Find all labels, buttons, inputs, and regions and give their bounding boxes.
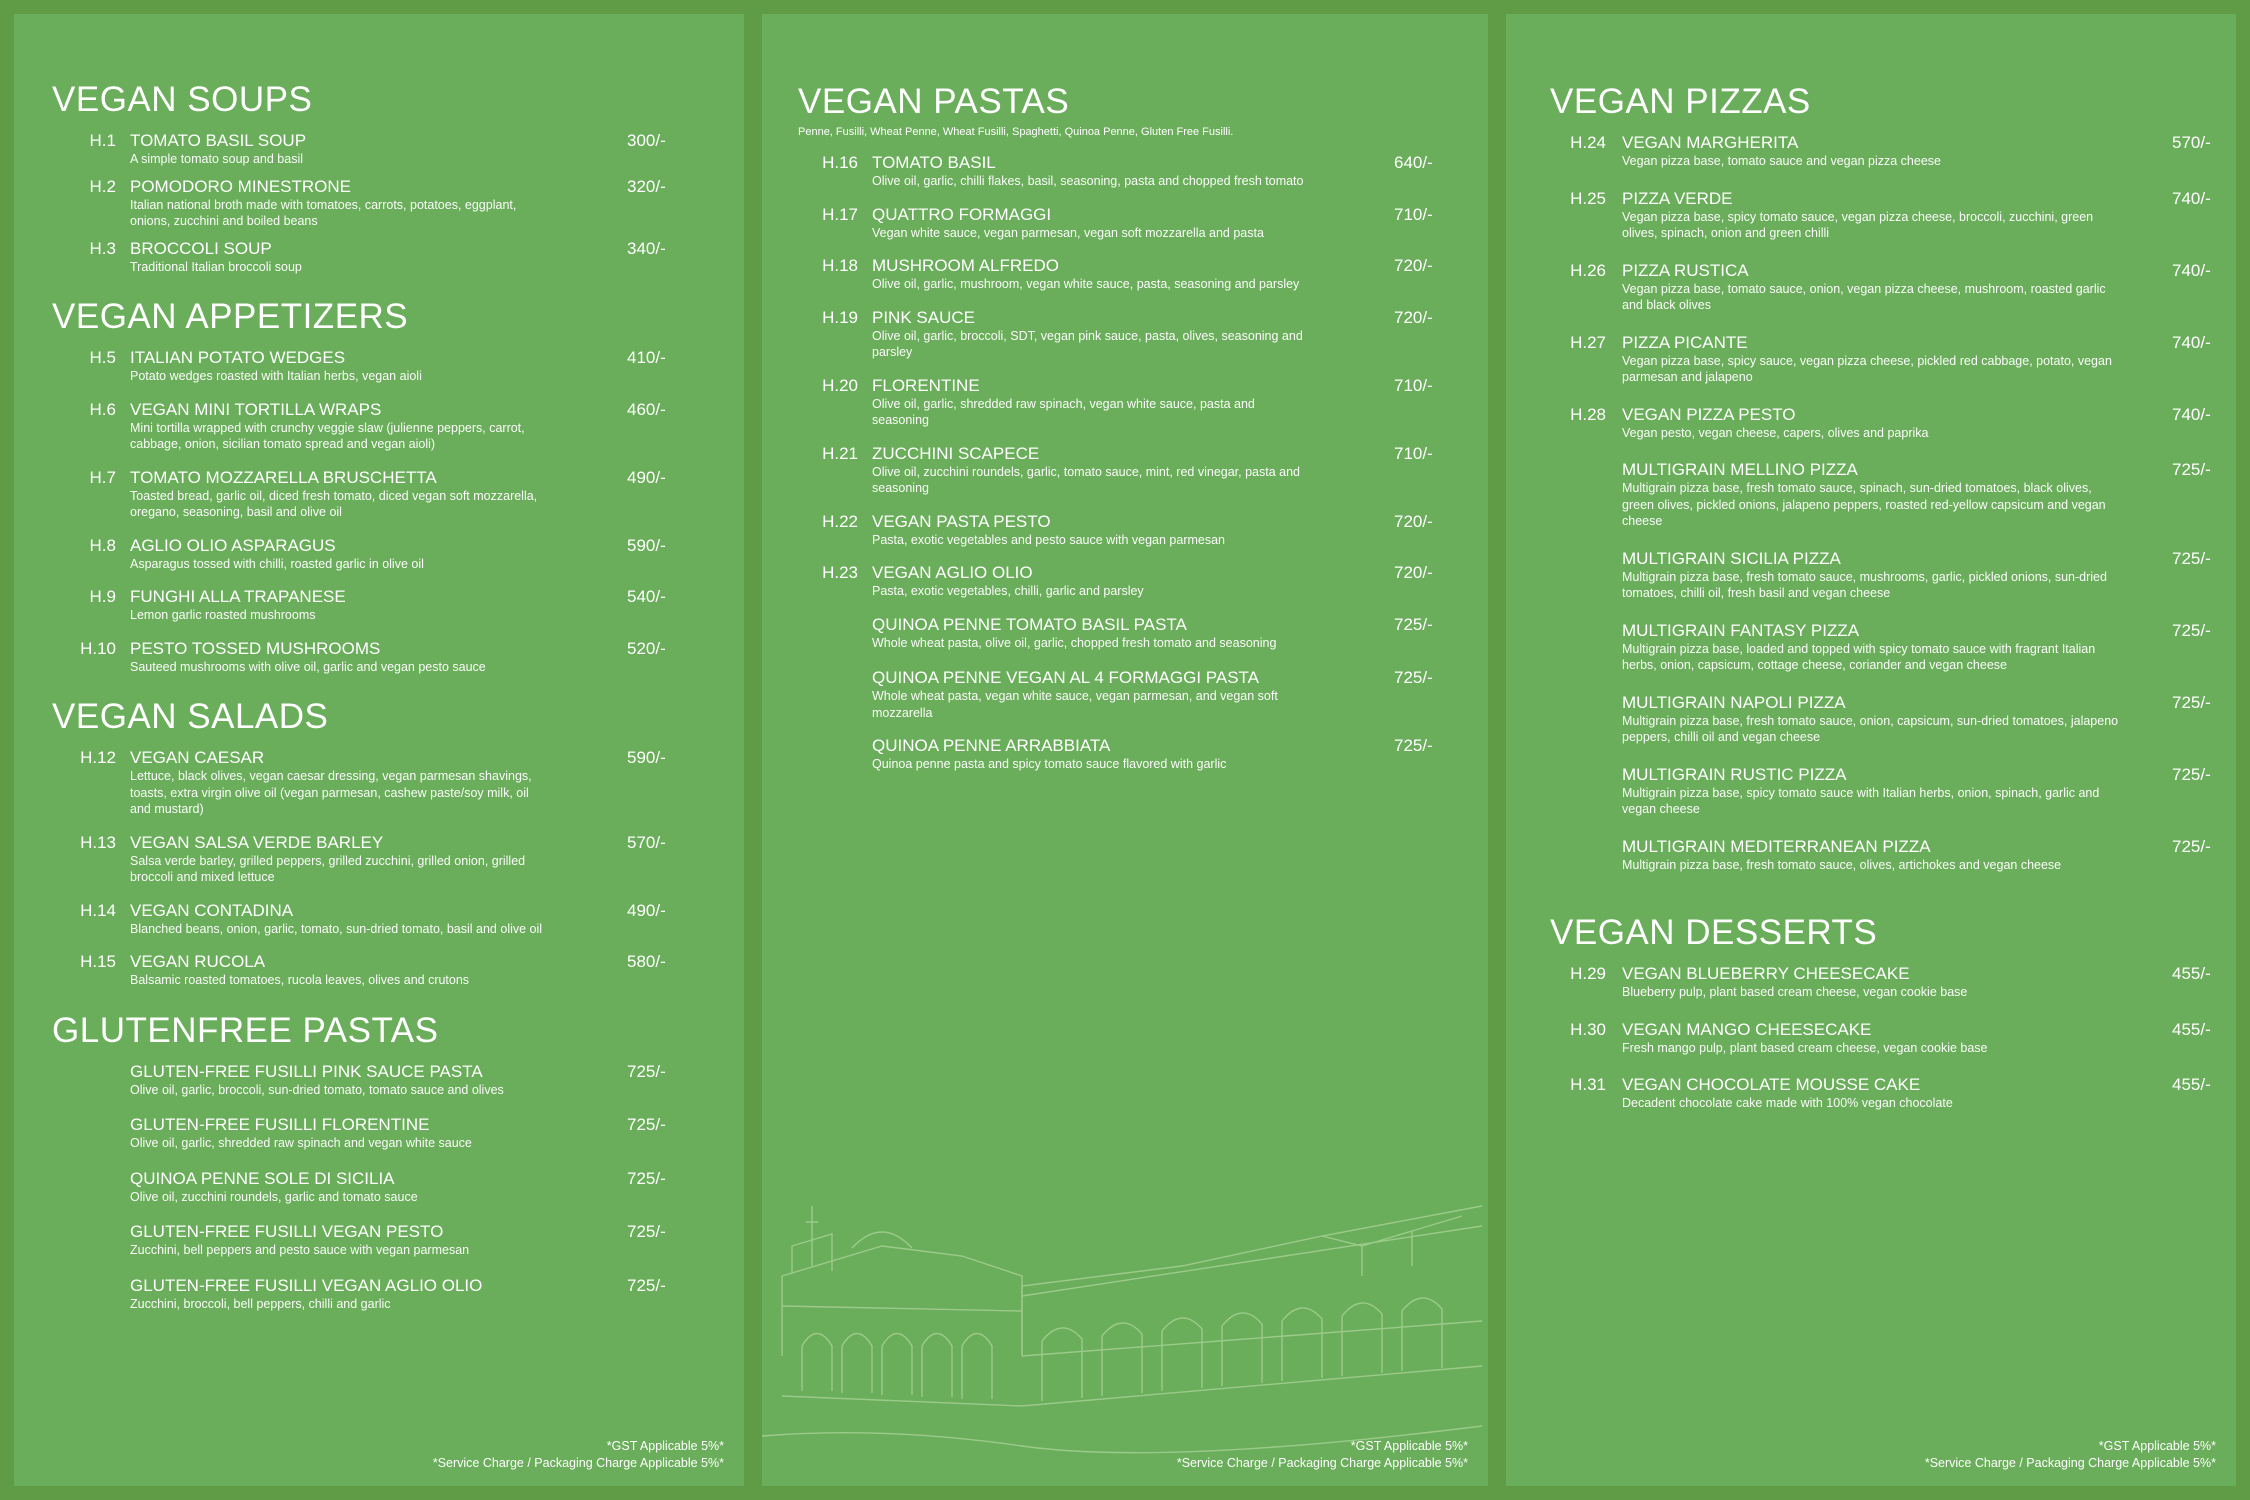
item-code: H.20 [822,375,858,395]
menu-item[interactable] [52,130,692,168]
menu-item[interactable] [52,1221,692,1259]
item-body [1622,548,2122,602]
item-description: A simple tomato soup and basil [130,152,304,166]
menu-panel-middle [762,14,1488,1486]
item-name: MULTIGRAIN RUSTIC PIZZA [1622,764,1847,784]
item-body [1622,132,2122,170]
item-price: 490/- [627,467,666,487]
menu-item[interactable] [1550,620,2210,674]
item-price: 725/- [2172,764,2211,784]
item-body [1622,1074,2122,1112]
item-code: H.1 [89,131,116,150]
menu-item[interactable] [798,152,1448,190]
item-name: BROCCOLI SOUP [130,238,272,258]
item-name: MULTIGRAIN MELLINO PIZZA [1622,460,1858,479]
item-name: PIZZA VERDE [1622,188,1733,208]
menu-item[interactable] [52,176,692,230]
section-note: Penne, Fusilli, Wheat Penne, Wheat Fusilli, Spaghetti, Quinoa Penne, Gluten Free Fusilli. [798,126,1234,138]
item-price: 725/- [2172,836,2211,856]
menu-item[interactable] [52,467,692,521]
item-price: 710/- [1394,443,1433,463]
item-code: H.6 [89,399,116,419]
item-name: POMODORO MINESTRONE [130,176,352,196]
item-price: 725/- [1394,736,1433,755]
item-price: 710/- [1394,375,1433,395]
menu-item[interactable] [1550,764,2210,818]
menu-section [1550,913,2210,1112]
item-price: 720/- [1394,256,1433,275]
item-description: Multigrain pizza base, spicy tomato sauce with Italian herbs, onion, spinach, garlic and vegan cheese [1622,785,2100,816]
footer-note [1177,1438,1468,1472]
item-name: GLUTEN-FREE FUSILLI PINK SAUCE PASTA [130,1061,483,1081]
item-body [130,176,550,230]
item-price: 725/- [2172,548,2211,568]
item-code: H.28 [1570,404,1606,424]
item-body [872,562,1312,600]
item-code: H.12 [80,748,116,767]
item-description: Vegan white sauce, vegan parmesan, vegan soft mozzarella and pasta [872,225,1264,240]
menu-item[interactable] [52,1275,692,1313]
item-price: 580/- [627,952,666,971]
menu-item[interactable] [52,638,692,676]
menu-item[interactable] [798,204,1448,242]
menu-item[interactable] [1550,404,2210,442]
item-price: 570/- [2172,133,2211,152]
menu-item[interactable] [798,667,1448,721]
item-description: Pasta, exotic vegetables, chilli, garlic and parsley [872,584,1144,598]
item-body [872,255,1312,293]
section-title: VEGAN DESSERTS [1550,913,1878,952]
item-description: Blanched beans, onion, garlic, tomato, sun-dried tomato, basil and olive oil [130,921,543,936]
item-body [130,1275,550,1313]
section-title: VEGAN APPETIZERS [52,297,409,336]
item-name: QUINOA PENNE TOMATO BASIL PASTA [872,614,1187,634]
item-body [1622,332,2122,386]
menu-item[interactable] [52,951,692,989]
menu-item[interactable] [1550,836,2210,874]
item-description: Multigrain pizza base, fresh tomato sauce, spinach, sun-dried tomatoes, black olives, green olives, pickled onions, jalapeno peppers, roasted red-yellow capsicum and vegan cheese [1622,481,2106,528]
item-name: ZUCCHINI SCAPECE [872,443,1040,463]
item-code: H.19 [822,307,858,327]
item-body [872,204,1312,242]
menu-section [52,80,692,275]
item-name: QUATTRO FORMAGGI [872,204,1052,224]
item-code: H.21 [822,443,858,463]
item-body [130,1168,550,1206]
item-code: H.17 [822,204,858,224]
item-code: H.18 [822,256,858,275]
item-name: VEGAN MANGO CHEESECAKE [1622,1019,1872,1039]
menu-item[interactable] [798,443,1448,497]
item-code: H.27 [1570,332,1606,352]
item-name: VEGAN CHOCOLATE MOUSSE CAKE [1622,1075,1921,1094]
menu-panel-left [14,14,744,1486]
item-body [130,347,550,385]
item-description: Olive oil, garlic, broccoli, SDT, vegan pink sauce, pasta, olives, seasoning and parsley [872,328,1303,359]
item-name: QUINOA PENNE ARRABBIATA [872,736,1111,755]
item-description: Olive oil, garlic, broccoli, sun-dried tomato, tomato sauce and olives [130,1082,504,1097]
item-price: 590/- [627,748,666,767]
item-body [130,586,550,624]
item-description: Multigrain pizza base, fresh tomato sauce, mushrooms, garlic, pickled onions, sun-dried tomatoes, chilli oil, fresh basil and vegan cheese [1622,569,2107,600]
item-price: 725/- [627,1061,666,1081]
menu-item[interactable] [52,535,692,573]
item-code: H.26 [1570,260,1606,280]
item-description: Vegan pizza base, spicy tomato sauce, vegan pizza cheese, broccoli, zucchini, green olives, spinach, onion and green chilli [1622,209,2094,240]
item-name: VEGAN CONTADINA [130,900,294,920]
footer-note [1925,1438,2216,1472]
service-charge-note: *Service Charge / Packaging Charge Applicable 5%* [1924,1456,2216,1470]
menu-item[interactable] [52,832,692,886]
item-body [1622,620,2122,674]
item-body [1622,963,2122,1001]
item-code: H.10 [80,638,116,658]
menu-item[interactable] [1550,692,2210,746]
item-body [872,735,1312,773]
item-body [130,900,550,938]
item-price: 725/- [2172,620,2211,640]
menu-section [52,1011,692,1313]
item-description: Decadent chocolate cake made with 100% vegan chocolate [1622,1096,1953,1110]
item-name: MULTIGRAIN MEDITERRANEAN PIZZA [1622,836,1931,856]
item-description: Olive oil, garlic, mushroom, vegan white sauce, pasta, seasoning and parsley [872,277,1300,291]
item-code: H.25 [1570,188,1606,208]
item-description: Olive oil, zucchini roundels, garlic and tomato sauce [130,1189,418,1204]
menu-section [1550,82,2210,873]
item-name: VEGAN CAESAR [130,748,265,767]
item-name: VEGAN MINI TORTILLA WRAPS [130,399,382,419]
item-description: Zucchini, bell peppers and pesto sauce with vegan parmesan [130,1243,470,1257]
item-description: Olive oil, garlic, chilli flakes, basil, seasoning, pasta and chopped fresh tomato [872,174,1304,188]
menu-item[interactable] [1550,132,2210,170]
item-description: Vegan pizza base, spicy sauce, vegan pizza cheese, pickled red cabbage, potato, vegan parmesan and jalapeno [1622,353,2112,384]
item-name: PIZZA PICANTE [1622,332,1748,352]
item-name: GLUTEN-FREE FUSILLI VEGAN AGLIO OLIO [130,1275,483,1295]
item-code: H.31 [1570,1075,1606,1094]
item-body [872,667,1312,721]
service-charge-note: *Service Charge / Packaging Charge Applicable 5%* [432,1456,724,1470]
item-description: Salsa verde barley, grilled peppers, grilled zucchini, grilled onion, grilled broccoli and mixed lettuce [130,853,526,884]
item-name: VEGAN RUCOLA [130,952,266,971]
item-body [130,238,550,276]
item-price: 460/- [627,399,666,419]
item-description: Fresh mango pulp, plant based cream cheese, vegan cookie base [1622,1040,1988,1055]
item-price: 740/- [2172,404,2211,424]
item-price: 300/- [627,131,666,150]
section-title: VEGAN PASTAS [798,82,1070,121]
item-body [1622,836,2122,874]
menu-item[interactable] [52,1114,692,1152]
item-price: 455/- [2172,1075,2211,1094]
service-charge-note: *Service Charge / Packaging Charge Applicable 5%* [1176,1456,1468,1470]
item-code: H.7 [89,467,116,487]
menu-item[interactable] [798,735,1448,773]
menu-item[interactable] [1550,260,2210,314]
menu-item[interactable] [1550,1074,2210,1112]
item-name: FUNGHI ALLA TRAPANESE [130,587,346,606]
item-body [872,511,1312,549]
item-body [1622,764,2122,818]
item-body [130,832,550,886]
item-body [872,443,1312,497]
item-description: Lemon garlic roasted mushrooms [130,608,316,622]
item-name: VEGAN PIZZA PESTO [1622,404,1796,424]
menu-item[interactable] [798,614,1448,652]
footer-note [433,1438,724,1472]
item-code: H.9 [89,587,116,606]
item-price: 570/- [627,832,666,852]
item-price: 725/- [627,1275,666,1295]
item-body [1622,404,2122,442]
item-price: 455/- [2172,1019,2211,1039]
item-price: 490/- [627,900,666,920]
item-description: Pasta, exotic vegetables and pesto sauce with vegan parmesan [872,532,1225,547]
item-body [872,375,1312,429]
item-price: 740/- [2172,188,2211,208]
item-name: GLUTEN-FREE FUSILLI FLORENTINE [130,1115,430,1134]
section-title: VEGAN SALADS [52,697,329,736]
item-price: 740/- [2172,260,2211,280]
panel-content [798,82,1448,787]
item-code: H.14 [80,900,116,920]
item-price: 710/- [1394,204,1433,224]
menu-item[interactable] [1550,332,2210,386]
item-description: Olive oil, garlic, shredded raw spinach, vegan white sauce, pasta and seasoning [872,396,1255,427]
item-description: Lettuce, black olives, vegan caesar dressing, vegan parmesan shavings, toasts, extra virgin olive oil (vegan parmesan, cashew paste/soy milk, oil and mustard) [130,769,532,816]
item-body [1622,260,2122,314]
panel-content [52,80,692,1328]
item-description: Potato wedges roasted with Italian herbs, vegan aioli [130,369,422,383]
item-body [130,535,550,573]
menu-item[interactable] [798,375,1448,429]
item-name: PESTO TOSSED MUSHROOMS [130,638,381,658]
item-description: Multigrain pizza base, loaded and topped with spicy tomato sauce with fragrant Italian herbs, onion, capsicum, cottage cheese, coriander and vegan cheese [1622,641,2096,672]
menu-item[interactable] [52,747,692,818]
item-price: 540/- [627,587,666,606]
menu-item[interactable] [52,586,692,624]
item-name: GLUTEN-FREE FUSILLI VEGAN PESTO [130,1222,444,1241]
panel-content [1550,82,2210,1130]
menu-item[interactable] [798,307,1448,361]
item-price: 455/- [2172,964,2211,983]
item-code: H.3 [89,238,116,258]
item-name: QUINOA PENNE SOLE DI SICILIA [130,1168,395,1188]
item-price: 725/- [2172,692,2211,712]
item-description: Multigrain pizza base, fresh tomato sauce, onion, capsicum, sun-dried tomatoes, jalapeno peppers, chilli oil and vegan cheese [1622,713,2119,744]
section-title: VEGAN PIZZAS [1550,82,1811,121]
item-body [1622,692,2122,746]
item-name: VEGAN PASTA PESTO [872,511,1051,531]
menu-item[interactable] [1550,548,2210,602]
item-description: Vegan pizza base, tomato sauce, onion, vegan pizza cheese, mushroom, roasted garlic and black olives [1622,281,2106,312]
menu-item[interactable] [798,511,1448,549]
item-description: Vegan pesto, vegan cheese, capers, olives and paprika [1622,425,1929,440]
item-name: PINK SAUCE [872,307,975,327]
item-code: H.24 [1570,133,1606,152]
item-name: MUSHROOM ALFREDO [872,256,1060,275]
item-price: 640/- [1394,153,1433,172]
menu-item[interactable] [1550,188,2210,242]
item-price: 410/- [627,348,666,367]
item-name: QUINOA PENNE VEGAN AL 4 FORMAGGI PASTA [872,668,1259,687]
item-description: Zucchini, broccoli, bell peppers, chilli and garlic [130,1296,391,1311]
item-body [1622,1019,2122,1057]
menu-item[interactable] [52,1061,692,1099]
item-description: Sauteed mushrooms with olive oil, garlic and vegan pesto sauce [130,659,486,674]
menu-section [52,697,692,989]
menu-item[interactable] [1550,459,2210,530]
gst-note: *GST Applicable 5%* [1350,1439,1468,1453]
monastery-sketch-illustration [762,1106,1488,1486]
item-code: H.30 [1570,1019,1606,1039]
item-code: H.22 [822,511,858,531]
item-body [130,130,550,168]
item-description: Quinoa penne pasta and spicy tomato sauce flavored with garlic [872,757,1227,771]
item-body [130,747,550,818]
item-price: 590/- [627,535,666,555]
item-code: H.23 [822,563,858,582]
item-name: TOMATO BASIL [872,153,996,172]
item-name: VEGAN SALSA VERDE BARLEY [130,832,384,852]
item-description: Traditional Italian broccoli soup [130,259,302,274]
menu-item[interactable] [52,900,692,938]
item-name: TOMATO MOZZARELLA BRUSCHETTA [130,467,437,487]
menu-section [798,82,1448,773]
item-body [1622,459,2122,530]
item-code: H.2 [89,176,116,196]
item-name: ITALIAN POTATO WEDGES [130,348,346,367]
item-body [130,1061,550,1099]
section-title: GLUTENFREE PASTAS [52,1010,439,1050]
item-name: MULTIGRAIN FANTASY PIZZA [1622,620,1860,640]
menu-item[interactable] [52,347,692,385]
item-description: Asparagus tossed with chilli, roasted garlic in olive oil [130,556,424,571]
item-name: VEGAN AGLIO OLIO [872,563,1033,582]
item-body [1622,188,2122,242]
item-price: 720/- [1394,511,1433,531]
item-name: AGLIO OLIO ASPARAGUS [130,535,336,555]
menu-item[interactable] [52,238,692,276]
item-price: 740/- [2172,332,2211,352]
item-name: TOMATO BASIL SOUP [130,131,307,150]
item-price: 725/- [627,1168,666,1188]
item-price: 520/- [627,638,666,658]
item-name: VEGAN BLUEBERRY CHEESECAKE [1622,964,1910,983]
section-title: VEGAN SOUPS [52,80,313,119]
item-name: VEGAN MARGHERITA [1622,133,1799,152]
item-code: H.15 [80,952,116,971]
item-body [872,307,1312,361]
item-description: Mini tortilla wrapped with crunchy veggie slaw (julienne peppers, carrot, cabbage, onion, sicilian tomato spread and vegan aioli) [130,420,525,451]
item-code: H.29 [1570,964,1606,983]
menu-item[interactable] [52,399,692,453]
item-body [130,467,550,521]
gst-note: *GST Applicable 5%* [2098,1439,2216,1453]
menu-item[interactable] [798,562,1448,600]
item-body [872,152,1312,190]
item-description: Italian national broth made with tomatoes, carrots, potatoes, eggplant, onions, zucchini and boiled beans [130,197,517,228]
item-price: 725/- [1394,614,1433,634]
item-body [130,1114,550,1152]
item-price: 720/- [1394,307,1433,327]
menu-item[interactable] [1550,1019,2210,1057]
menu-item[interactable] [1550,963,2210,1001]
item-description: Multigrain pizza base, fresh tomato sauce, olives, artichokes and vegan cheese [1622,857,2062,872]
item-body [872,614,1312,652]
menu-section [52,297,692,675]
item-body [130,638,550,676]
menu-item[interactable] [52,1168,692,1206]
item-name: MULTIGRAIN NAPOLI PIZZA [1622,692,1846,712]
item-code: H.16 [822,153,858,172]
menu-panel-right [1506,14,2236,1486]
item-price: 340/- [627,238,666,258]
item-description: Balsamic roasted tomatoes, rucola leaves, olives and crutons [130,973,470,987]
item-code: H.5 [89,348,116,367]
item-name: PIZZA RUSTICA [1622,260,1749,280]
item-code: H.8 [89,535,116,555]
item-price: 725/- [627,1222,666,1241]
item-price: 725/- [1394,668,1433,687]
item-body [130,951,550,989]
item-description: Whole wheat pasta, olive oil, garlic, chopped fresh tomato and seasoning [872,635,1277,650]
item-description: Vegan pizza base, tomato sauce and vegan pizza cheese [1622,154,1941,168]
item-description: Whole wheat pasta, vegan white sauce, vegan parmesan, and vegan soft mozzarella [872,689,1278,720]
gst-note: *GST Applicable 5%* [606,1439,724,1453]
item-name: FLORENTINE [872,375,980,395]
item-code: H.13 [80,832,116,852]
item-body [130,1221,550,1259]
item-name: MULTIGRAIN SICILIA PIZZA [1622,548,1841,568]
item-description: Blueberry pulp, plant based cream cheese, vegan cookie base [1622,985,1968,999]
item-price: 720/- [1394,563,1433,582]
item-description: Olive oil, zucchini roundels, garlic, tomato sauce, mint, red vinegar, pasta and seasoning [872,464,1300,495]
item-description: Toasted bread, garlic oil, diced fresh tomato, diced vegan soft mozzarella, oregano, seasoning, basil and olive oil [130,488,538,519]
item-description: Olive oil, garlic, shredded raw spinach and vegan white sauce [130,1136,472,1150]
menu-item[interactable] [798,255,1448,293]
item-price: 725/- [2172,460,2211,479]
item-price: 320/- [627,176,666,196]
item-price: 725/- [627,1115,666,1134]
item-body [130,399,550,453]
